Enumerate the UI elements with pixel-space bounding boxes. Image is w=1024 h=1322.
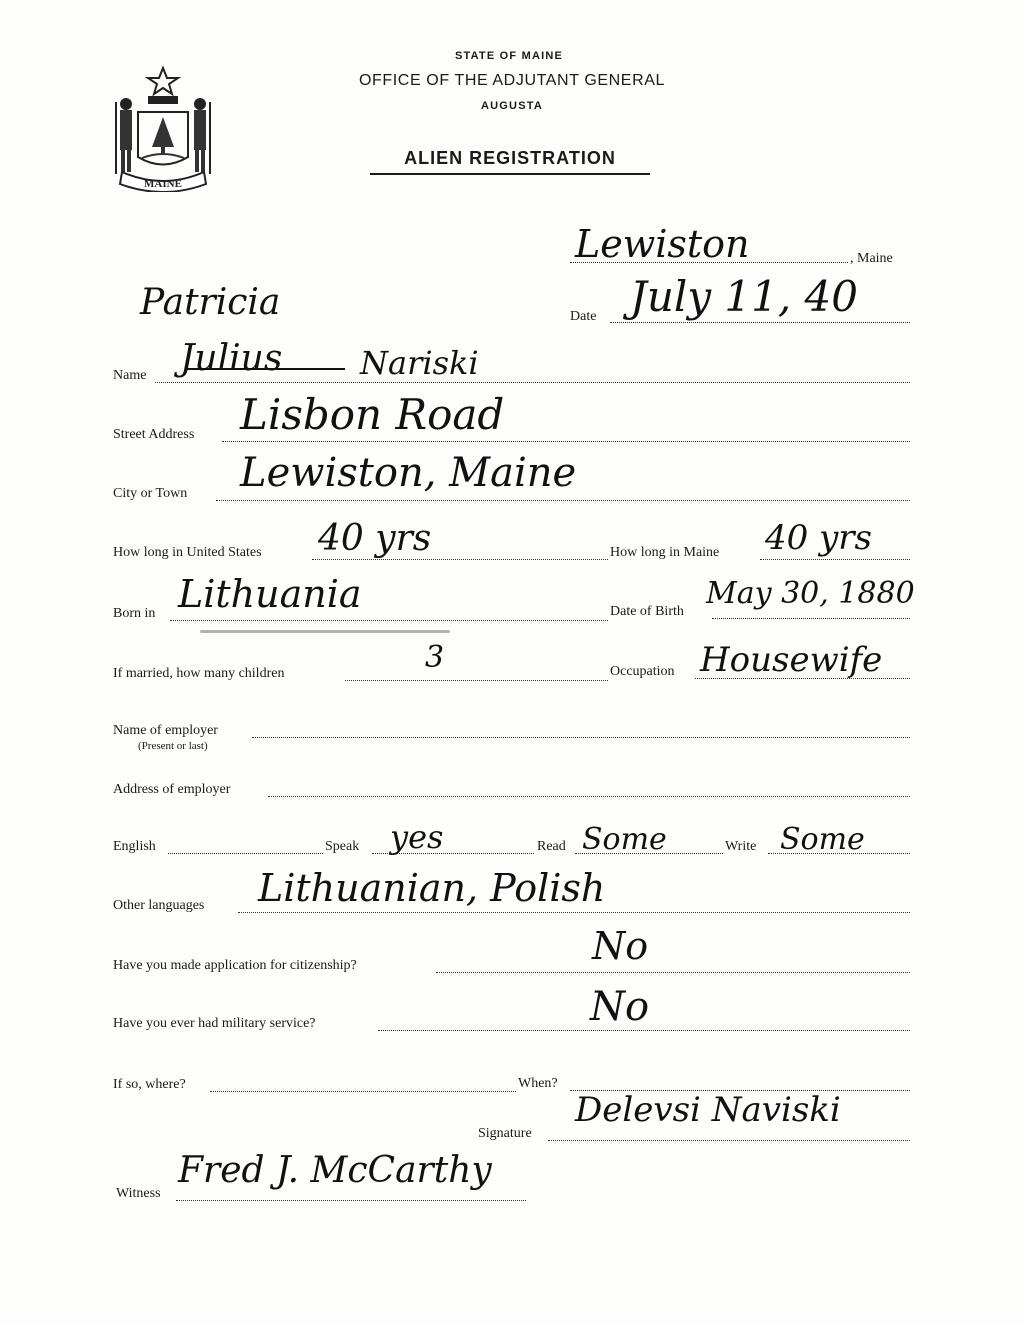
date-value: July 11, 40 xyxy=(630,272,858,321)
english-label: English xyxy=(113,839,156,854)
write-label: Write xyxy=(725,839,757,854)
employer-name-sublabel: (Present or last) xyxy=(138,740,208,752)
header-city: AUGUSTA xyxy=(481,100,543,112)
employer-address-line xyxy=(268,796,910,797)
speak-label: Speak xyxy=(325,839,360,854)
occupation-value: Housewife xyxy=(700,640,883,680)
how-long-us-value: 40 yrs xyxy=(318,518,432,559)
seal-motto: DIRIGO xyxy=(152,105,174,111)
date-of-birth-label: Date of Birth xyxy=(610,604,684,619)
date-of-birth-line xyxy=(712,618,910,619)
if-so-where-label: If so, where? xyxy=(113,1077,186,1092)
children-line xyxy=(345,680,608,681)
city-value: Lewiston, Maine xyxy=(240,450,577,496)
name-struck: Julius xyxy=(180,338,283,379)
header-state: STATE OF MAINE xyxy=(454,50,564,62)
born-in-pencil-underline xyxy=(200,630,450,633)
signature-line xyxy=(548,1140,910,1141)
other-languages-label: Other languages xyxy=(113,898,205,913)
maine-label: , Maine xyxy=(850,251,893,266)
how-long-maine-label: How long in Maine xyxy=(610,545,720,560)
born-in-label: Born in xyxy=(113,606,156,621)
name-label: Name xyxy=(113,368,147,383)
employer-name-line xyxy=(252,737,910,738)
header-office: OFFICE OF THE ADJUTANT GENERAL xyxy=(358,72,666,89)
military-value: No xyxy=(590,984,650,1030)
city-label: City or Town xyxy=(113,486,188,501)
witness-line xyxy=(176,1200,526,1201)
name-correction: Patricia xyxy=(140,282,281,323)
name-line xyxy=(155,382,910,383)
street-address-value: Lisbon Road xyxy=(240,390,505,439)
citizenship-value: No xyxy=(592,924,649,968)
date-label: Date xyxy=(570,309,597,324)
form-title: ALIEN REGISTRATION xyxy=(370,148,650,175)
name-strike-line xyxy=(185,368,345,370)
street-address-label: Street Address xyxy=(113,427,195,442)
military-line xyxy=(378,1030,910,1031)
witness-value: Fred J. McCarthy xyxy=(178,1150,492,1191)
other-languages-value: Lithuanian, Polish xyxy=(258,866,606,910)
children-value: 3 xyxy=(425,640,445,675)
english-line xyxy=(168,853,323,854)
born-in-value: Lithuania xyxy=(178,572,362,616)
seal-state-name: MAINE xyxy=(144,178,182,190)
where-line xyxy=(210,1091,516,1092)
employer-address-label: Address of employer xyxy=(113,782,231,797)
date-line xyxy=(610,322,910,323)
read-value: Some xyxy=(582,822,667,857)
born-in-line xyxy=(170,620,608,621)
read-label: Read xyxy=(537,839,566,854)
city-line xyxy=(216,500,910,501)
speak-value: yes xyxy=(390,818,444,856)
town-value: Lewiston xyxy=(575,222,750,266)
citizenship-label: Have you made application for citizenship? xyxy=(113,958,357,973)
signature-value: Delevsi Naviski xyxy=(575,1090,841,1130)
when-label: When? xyxy=(518,1076,558,1091)
name-value: Nariski xyxy=(360,344,479,382)
how-long-maine-line xyxy=(760,559,910,560)
children-label: If married, how many children xyxy=(113,666,285,681)
how-long-us-label: How long in United States xyxy=(113,545,262,560)
how-long-us-line xyxy=(312,559,608,560)
signature-label: Signature xyxy=(478,1126,532,1141)
date-of-birth-value: May 30, 1880 xyxy=(706,576,915,611)
write-value: Some xyxy=(780,822,865,857)
occupation-label: Occupation xyxy=(610,664,675,679)
other-languages-line xyxy=(238,912,910,913)
witness-label: Witness xyxy=(116,1186,161,1201)
military-label: Have you ever had military service? xyxy=(113,1016,316,1031)
how-long-maine-value: 40 yrs xyxy=(765,518,872,558)
citizenship-line xyxy=(436,972,910,973)
employer-name-label: Name of employer xyxy=(113,723,218,738)
street-address-line xyxy=(222,441,910,442)
